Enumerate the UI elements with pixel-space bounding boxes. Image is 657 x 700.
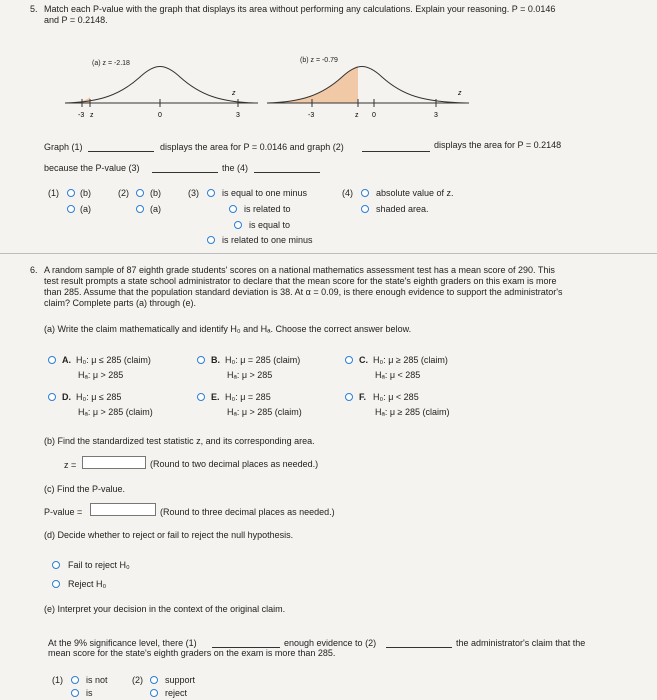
option-b-letter: B. — [211, 355, 220, 365]
option-f-h0: H₀: μ < 285 — [373, 392, 419, 402]
section-divider — [0, 253, 657, 254]
fail-to-reject-radio[interactable] — [52, 561, 60, 569]
choice3-opt-equal-one-minus: is equal to one minus — [222, 188, 308, 198]
graph-a-curve — [65, 67, 255, 104]
the4-text: the (4) — [222, 163, 249, 173]
pvalue-label: P-value = — [44, 507, 83, 517]
q5-prompt-line2: and P = 0.2148. — [44, 15, 108, 25]
choice3-radio-related-one-minus[interactable] — [207, 236, 215, 244]
graph-b — [262, 55, 472, 125]
pvalue-hint: (Round to three decimal places as needed.) — [160, 507, 335, 517]
e-choice2-radio-support[interactable] — [150, 676, 158, 684]
graph-b-tick-neg3: -3 — [308, 112, 315, 119]
option-a-ha: Hₐ: μ > 285 — [78, 370, 124, 380]
option-c-letter: C. — [359, 355, 368, 365]
e-choice2-radio-reject[interactable] — [150, 689, 158, 697]
option-e-radio[interactable] — [197, 393, 205, 401]
z-input[interactable] — [82, 456, 146, 469]
choice4-opt-shaded: shaded area. — [376, 204, 429, 214]
e-choice1-radio-is[interactable] — [71, 689, 79, 697]
part-d-prompt: (d) Decide whether to reject or fail to reject the null hypothesis. — [44, 530, 294, 540]
z-label: z = — [64, 460, 77, 470]
choice3-radio-equal-one-minus[interactable] — [207, 189, 215, 197]
interp-line2: mean score for the state's eighth graders on the exam is more than 285. — [48, 648, 336, 658]
graph2-blank[interactable] — [362, 151, 430, 152]
graph-b-tick-0: 0 — [372, 112, 376, 119]
option-d-ha: Hₐ: μ > 285 (claim) — [78, 407, 153, 417]
graph-a — [60, 55, 260, 125]
choice2-radio-b[interactable] — [136, 189, 144, 197]
option-d-radio[interactable] — [48, 393, 56, 401]
e-choice1-radio-is-not[interactable] — [71, 676, 79, 684]
choice1-label: (1) — [48, 188, 59, 198]
option-b-ha: Hₐ: μ > 285 — [227, 370, 273, 380]
e-choice2-opt-reject: reject — [165, 688, 188, 698]
e-choice1-opt-is-not: is not — [86, 675, 108, 685]
graph-b-axis-label: z — [458, 90, 462, 97]
option-a-h0: H₀: μ ≤ 285 (claim) — [76, 355, 151, 365]
e-choice1-label: (1) — [52, 675, 63, 685]
fail-to-reject-label: Fail to reject H₀ — [68, 560, 130, 570]
option-d-letter: D. — [62, 392, 71, 402]
choice3-opt-equal: is equal to — [249, 220, 291, 230]
option-f-ha: Hₐ: μ ≥ 285 (claim) — [375, 407, 450, 417]
graph1-text: Graph (1) — [44, 142, 83, 152]
graph-a-axis-label: z — [232, 90, 236, 97]
choice1-opt-a: (a) — [80, 204, 91, 214]
choice1-radio-a[interactable] — [67, 205, 75, 213]
interp-line1-a: At the 9% significance level, there (1) — [48, 638, 197, 648]
q5-prompt-line1: Match each P-value with the graph that displays its area without performing any calculations. Explain your reasoning. P = 0.0146 — [44, 4, 556, 14]
pvalue-input[interactable] — [90, 503, 156, 516]
choice4-opt-abs-z: absolute value of z. — [376, 188, 454, 198]
part-b-prompt: (b) Find the standardized test statistic z, and its corresponding area. — [44, 436, 315, 446]
choice4-radio-shaded[interactable] — [361, 205, 369, 213]
interp-line1-b: enough evidence to (2) — [284, 638, 377, 648]
option-c-h0: H₀: μ ≥ 285 (claim) — [373, 355, 448, 365]
choice3-opt-related-one-minus: is related to one minus — [222, 235, 313, 245]
option-a-radio[interactable] — [48, 356, 56, 364]
because-text: because the P-value (3) — [44, 163, 140, 173]
graph-b-tick-z: z — [355, 112, 359, 119]
graph-a-label: (a) z = -2.18 — [92, 60, 130, 67]
choice4-label: (4) — [342, 188, 353, 198]
option-e-ha: Hₐ: μ > 285 (claim) — [227, 407, 302, 417]
choice2-radio-a[interactable] — [136, 205, 144, 213]
choice1-opt-b: (b) — [80, 188, 91, 198]
pvalue-blank[interactable] — [152, 172, 218, 173]
graph-b-shaded-area — [267, 66, 358, 103]
reject-radio[interactable] — [52, 580, 60, 588]
sentence-mid1: displays the area for P = 0.0146 and graph (2) — [160, 142, 344, 152]
graph-b-curve — [267, 67, 467, 104]
interp-blank-2[interactable] — [386, 647, 452, 648]
option-e-letter: E. — [211, 392, 220, 402]
option-a-letter: A. — [62, 355, 71, 365]
option-d-h0: H₀: μ ≤ 285 — [76, 392, 122, 402]
choice4-radio-abs-z[interactable] — [361, 189, 369, 197]
option-b-h0: H₀: μ = 285 (claim) — [225, 355, 301, 365]
choice2-label: (2) — [118, 188, 129, 198]
option-c-radio[interactable] — [345, 356, 353, 364]
q5-number: 5. — [30, 4, 38, 14]
graph-b-tick-3: 3 — [434, 112, 438, 119]
choice3-opt-related: is related to — [244, 204, 291, 214]
choice3-radio-related[interactable] — [229, 205, 237, 213]
q6-prompt-line2: test result prompts a state school administrator to declare that the mean score for the state's eighth graders on this exam is more — [44, 276, 557, 286]
graph1-blank[interactable] — [88, 151, 154, 152]
q6-prompt-line4: claim? Complete parts (a) through (e). — [44, 298, 197, 308]
q6-prompt-line3: than 285. Assume that the population standard deviation is 38. At α = 0.09, is there enough evidence to support the administrator's — [44, 287, 563, 297]
q6-prompt-line1: A random sample of 87 eighth grade students' scores on a national mathematics assessment test has a mean score of 290. This — [44, 265, 555, 275]
graph-a-tick-3: 3 — [236, 112, 240, 119]
graph-b-label: (b) z = -0.79 — [300, 57, 338, 64]
option-e-h0: H₀: μ = 285 — [225, 392, 271, 402]
interp-line1-c: the administrator's claim that the — [456, 638, 586, 648]
choice1-radio-b[interactable] — [67, 189, 75, 197]
option-c-ha: Hₐ: μ < 285 — [375, 370, 421, 380]
part-c-prompt: (c) Find the P-value. — [44, 484, 126, 494]
graph-a-tick-0: 0 — [158, 112, 162, 119]
q6-number: 6. — [30, 265, 38, 275]
z-hint: (Round to two decimal places as needed.) — [150, 459, 319, 469]
choice3-radio-equal[interactable] — [234, 221, 242, 229]
option-f-letter: F. — [359, 392, 367, 402]
e-choice1-opt-is: is — [86, 688, 93, 698]
choice3-label: (3) — [188, 188, 199, 198]
the4-blank[interactable] — [254, 172, 320, 173]
e-choice2-label: (2) — [132, 675, 143, 685]
graph-a-tick-neg3: -3 — [78, 112, 85, 119]
part-e-prompt: (e) Interpret your decision in the context of the original claim. — [44, 604, 286, 614]
graph-a-tick-z: z — [90, 112, 94, 119]
choice2-opt-a: (a) — [150, 204, 161, 214]
e-choice2-opt-support: support — [165, 675, 196, 685]
option-b-radio[interactable] — [197, 356, 205, 364]
option-f-radio[interactable] — [345, 393, 353, 401]
choice2-opt-b: (b) — [150, 188, 161, 198]
sentence-end1: displays the area for P = 0.2148 — [434, 140, 562, 150]
part-a-prompt: (a) Write the claim mathematically and identify H₀ and Hₐ. Choose the correct answer below. — [44, 324, 412, 334]
reject-label: Reject H₀ — [68, 579, 107, 589]
